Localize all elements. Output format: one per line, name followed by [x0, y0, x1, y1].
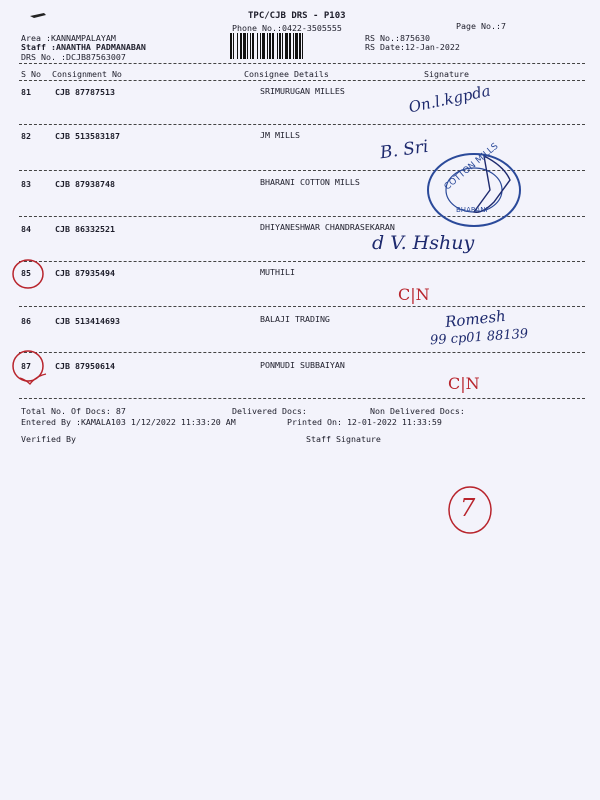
red-tick-87	[18, 372, 48, 386]
non-delivered-docs: Non Delivered Docs:	[370, 406, 465, 416]
company-stamp	[424, 141, 524, 230]
barcode-bar	[295, 33, 298, 59]
rs-number: RS No.:875630	[365, 33, 430, 43]
row-sno: 82	[21, 131, 31, 141]
row-consignment: CJB 87938748	[55, 179, 115, 189]
printed-on: Printed On: 12-01-2022 11:33:59	[287, 417, 442, 427]
cn-mark-87: C|N	[448, 374, 480, 393]
total-docs: Total No. Of Docs: 87	[21, 406, 126, 416]
row-consignee: MUTHILI	[260, 267, 295, 277]
barcode-bar	[252, 33, 254, 59]
column-header-divider	[19, 80, 585, 81]
area-label: Area :KANNAMPALAYAM	[21, 33, 116, 43]
row-sno: 84	[21, 224, 31, 234]
barcode-bar	[272, 33, 274, 59]
barcode-bar	[237, 33, 238, 59]
row-sno: 83	[21, 179, 31, 189]
barcode-bar	[285, 33, 288, 59]
header-divider	[19, 63, 585, 64]
row-consignee: PONMUDI SUBBAIYAN	[260, 360, 345, 370]
barcode-bar	[302, 33, 303, 59]
signature-84: d V. Hshuy	[372, 232, 475, 254]
drs-number: DRS No. :DCJB87563007	[21, 52, 126, 62]
col-header-signature: Signature	[424, 69, 469, 79]
delivered-docs: Delivered Docs:	[232, 406, 307, 416]
row-consignment: CJB 87950614	[55, 361, 115, 371]
barcode-bar	[282, 33, 283, 59]
page-mark-number: 7	[460, 494, 476, 522]
col-header-consignee: Consignee Details	[244, 69, 329, 79]
signature-81: On.l.kgpda	[407, 81, 493, 117]
barcode	[230, 33, 352, 59]
cn-mark-85: C|N	[398, 285, 430, 304]
red-circle-85	[10, 256, 46, 292]
table-end-divider	[19, 398, 585, 399]
pen-mark-icon	[28, 10, 48, 20]
row-consignment: CJB 513414693	[55, 316, 120, 326]
verified-by: Verified By	[21, 434, 76, 444]
barcode-bar	[293, 33, 294, 59]
barcode-bar	[230, 33, 232, 59]
row-divider	[19, 261, 585, 262]
signature-86-phone: 99 cp01 88139	[429, 326, 529, 349]
barcode-bar	[257, 33, 258, 59]
barcode-bar	[279, 33, 281, 59]
barcode-bar	[299, 33, 301, 59]
barcode-bar	[247, 33, 248, 59]
staff-signature: Staff Signature	[306, 434, 381, 444]
staff-label: Staff :ANANTHA PADMANABAN	[21, 42, 146, 52]
signature-82: B. Sri	[378, 136, 430, 164]
barcode-bar	[260, 33, 261, 59]
row-consignment: CJB 87935494	[55, 268, 115, 278]
rs-date: RS Date:12-Jan-2022	[365, 42, 460, 52]
row-consignee: SRIMURUGAN MILLES	[260, 86, 345, 96]
report-title: TPC/CJB DRS - P103	[248, 11, 346, 21]
barcode-bar	[240, 33, 242, 59]
barcode-bar	[269, 33, 271, 59]
phone-number: Phone No.:0422-3505555	[232, 23, 342, 33]
row-consignee: JM MILLS	[260, 130, 300, 140]
page-number: Page No.:7	[456, 21, 506, 31]
signature-86-name: Romesh	[444, 306, 507, 332]
row-divider	[19, 352, 585, 353]
stamp-bottom-text: BHARANI	[456, 206, 488, 214]
barcode-bar	[233, 33, 234, 59]
barcode-bar	[267, 33, 268, 59]
page-mark	[446, 484, 494, 536]
col-header-consignment: Consignment No	[52, 69, 122, 79]
row-consignee: BALAJI TRADING	[260, 314, 330, 324]
col-header-sno: S No	[21, 69, 41, 79]
row-consignment: CJB 513583187	[55, 131, 120, 141]
barcode-bar	[250, 33, 251, 59]
barcode-bar	[262, 33, 265, 59]
row-sno: 81	[21, 87, 31, 97]
row-divider	[19, 124, 585, 125]
barcode-bar	[243, 33, 246, 59]
row-sno: 87	[21, 361, 31, 371]
barcode-bar	[277, 33, 278, 59]
row-consignee: BHARANI COTTON MILLS	[260, 177, 360, 187]
stamp-text: COTTON MILLS	[442, 141, 501, 193]
row-consignment: CJB 87787513	[55, 87, 115, 97]
row-consignment: CJB 86332521	[55, 224, 115, 234]
row-sno: 85	[21, 268, 31, 278]
entered-by: Entered By :KAMALA103 1/12/2022 11:33:20 AM	[21, 417, 236, 427]
row-consignee: DHIYANESHWAR CHANDRASEKARAN	[260, 222, 395, 232]
row-sno: 86	[21, 316, 31, 326]
barcode-bar	[289, 33, 291, 59]
